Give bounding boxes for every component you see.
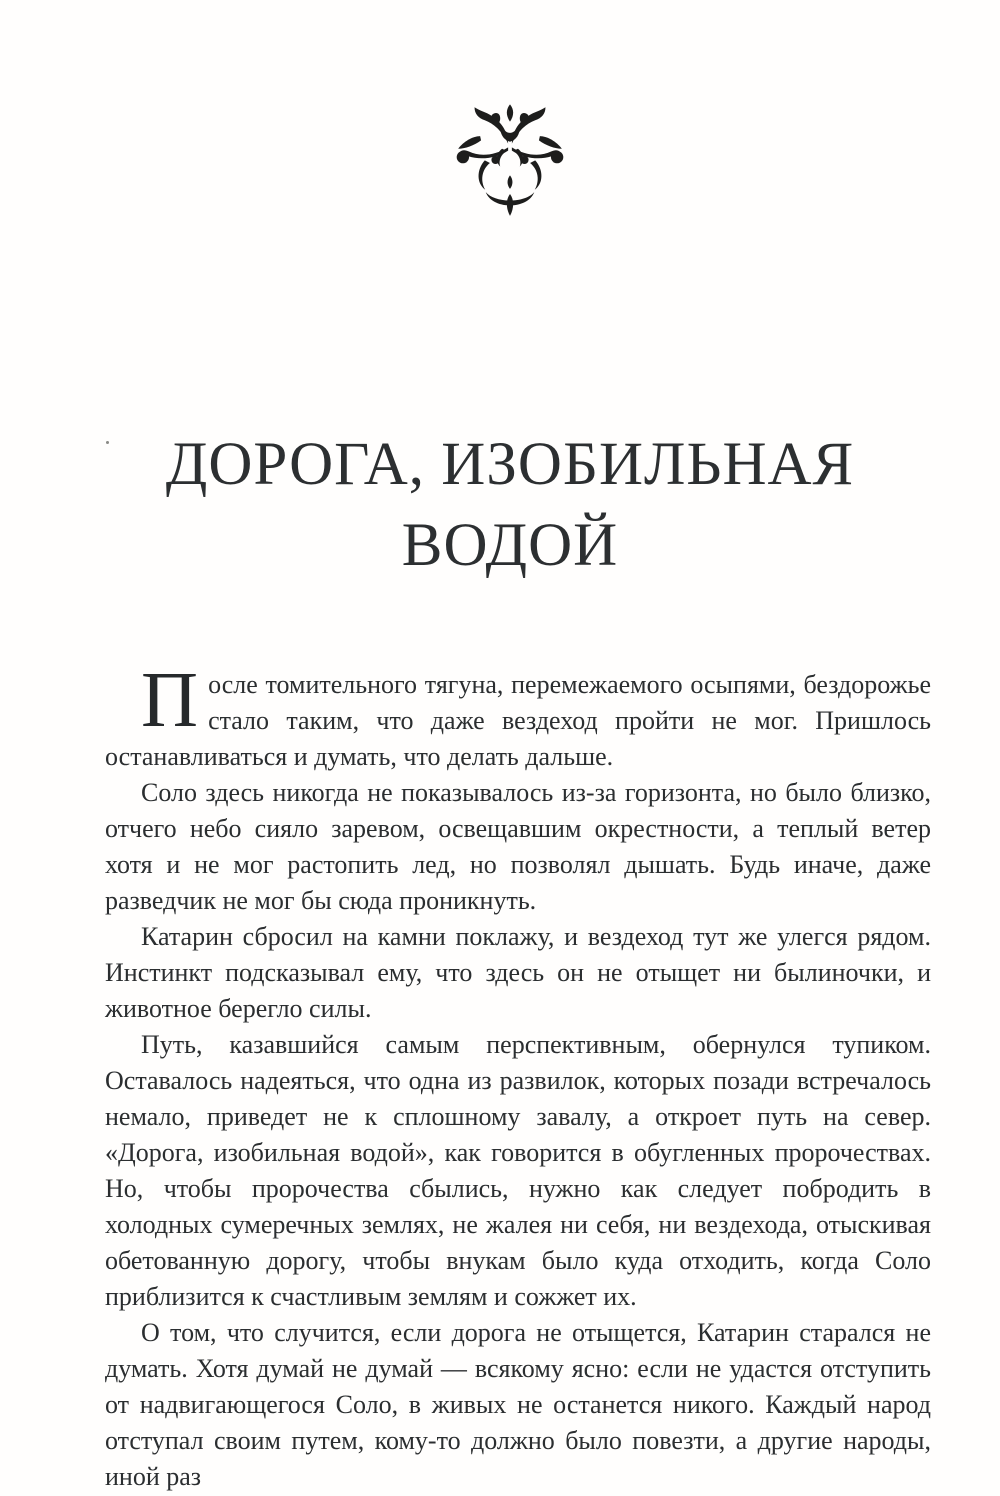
damask-fleuron-icon <box>454 104 566 228</box>
paragraph-4: Путь, казавшийся самым перспективным, обернулся тупиком. Оставалось надеяться, что одна из развилок, которых позади встречалось немало, приведет не к сплошному завалу, а откроет путь на север. «Дорога, изобильная водой», как говорится в обугленных пророчествах. Но, чтобы пророчества сбылись, нужно как следует побродить в холодных сумеречных землях, не жалея ни себя, ни вездехода, отыскивая обетованную дорогу, чтобы внукам было куда отходить, когда Соло приблизится к счастливым землям и сожжет их. <box>105 1030 931 1311</box>
chapter-body <box>105 657 931 1495</box>
chapter-title-line1: ДОРОГА, ИЗОБИЛЬНАЯ <box>165 431 855 498</box>
paragraph-2: Соло здесь никогда не показывалось из-за горизонта, но было близко, отчего небо сияло заревом, освещавшим окрестности, а теплый ветер хотя и не мог растопить лед, но позволял дышать. Будь иначе, даже разведчик не мог бы сюда проникнуть. <box>105 778 931 915</box>
paragraph-3: Катарин сбросил на камни поклажу, и вездеход тут же улегся рядом. Инстинкт подсказывал ему, что здесь он не отыщет ни былиночки, и животное берегло силы. <box>105 922 931 1023</box>
paragraph-5: О том, что случится, если дорога не отыщется, Катарин старался не думать. Хотя думай не думай — всякому ясно: если не удастся отступить от надвигающегося Соло, в живых не останется никого. Каждый народ отступал своим путем, кому-то должно было повезти, а другие народы, иной раз <box>105 1318 931 1491</box>
paragraph-1 <box>105 657 931 775</box>
paragraph-1-text: осле томительного тягуна, перемежаемого осыпями, бездорожье стало таким, что даже вездеход пройти не мог. Пришлось останавливаться и думать, что делать дальше. <box>105 670 931 771</box>
chapter-title <box>30 424 990 586</box>
chapter-title-line2: ВОДОЙ <box>401 512 619 579</box>
drop-cap: П <box>141 657 199 744</box>
